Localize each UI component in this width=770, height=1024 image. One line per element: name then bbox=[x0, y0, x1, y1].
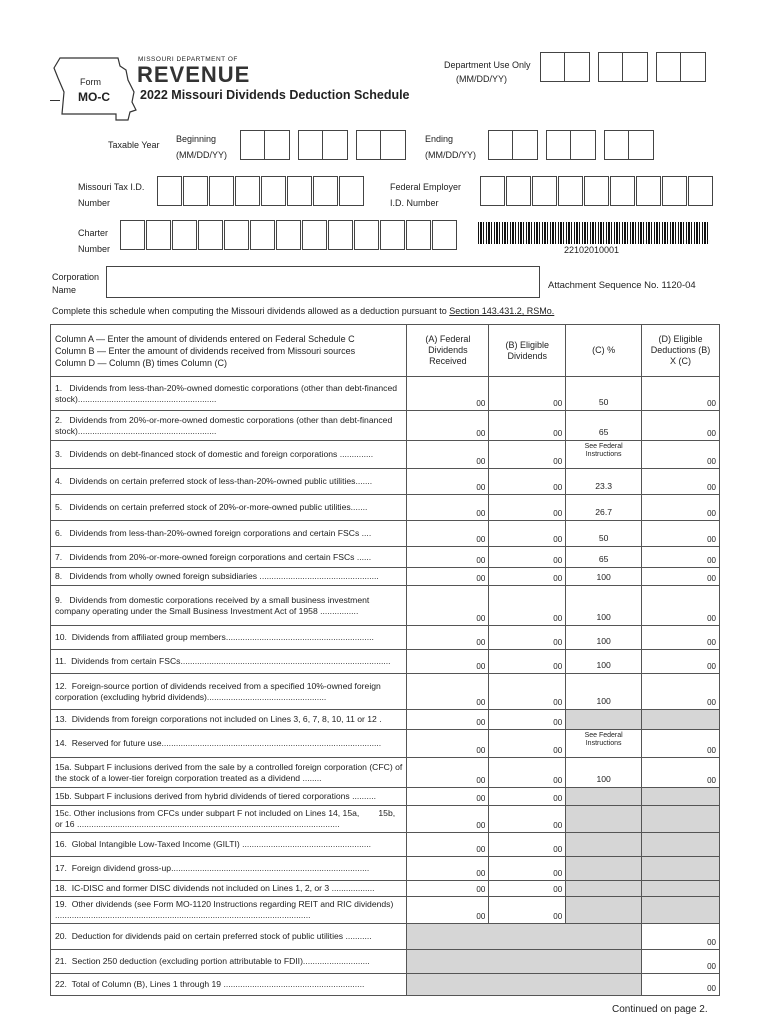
column-d-shaded bbox=[642, 710, 720, 730]
column-d-amount[interactable]: 00 bbox=[642, 758, 720, 788]
column-c-shaded bbox=[566, 857, 642, 881]
column-a-amount[interactable]: 00 bbox=[407, 469, 489, 495]
instructions-text: Complete this schedule when computing the Missouri dividends allowed as a deduction pursuant to bbox=[52, 306, 450, 316]
revenue-logo: REVENUE bbox=[137, 62, 251, 87]
table-row bbox=[51, 924, 720, 950]
column-a-amount[interactable]: 00 bbox=[407, 674, 489, 710]
line-description: 20. Deduction for dividends paid on certain preferred stock of public utilities ........... bbox=[51, 924, 407, 950]
column-a-amount[interactable]: 00 bbox=[407, 547, 489, 568]
table-row bbox=[51, 950, 720, 974]
line-description: 11. Dividends from certain FSCs........................................................................................ bbox=[51, 650, 407, 674]
line-description: 15b. Subpart F inclusions derived from hybrid dividends of tiered corporations .......... bbox=[51, 788, 407, 806]
line-description: 6. Dividends from less-than-20%-owned foreign corporations and certain FSCs .... bbox=[51, 521, 407, 547]
beginning-date-boxes[interactable] bbox=[240, 130, 414, 160]
table-row bbox=[51, 974, 720, 996]
line-description: 2. Dividends from 20%-or-more-owned domestic corporations (other than debt-financed stock).......................................................... bbox=[51, 411, 407, 441]
charter-label-2: Number bbox=[78, 244, 111, 254]
instructions bbox=[52, 306, 554, 316]
column-c-shaded bbox=[566, 897, 642, 924]
column-a-amount[interactable]: 00 bbox=[407, 857, 489, 881]
table-row bbox=[51, 788, 720, 806]
column-d-desc: Column D — Column (B) times Column (C) bbox=[55, 357, 228, 368]
column-a-amount[interactable]: 00 bbox=[407, 441, 489, 469]
column-c-percent: 100 bbox=[566, 568, 642, 586]
column-b-amount[interactable]: 00 bbox=[489, 547, 566, 568]
column-d-amount[interactable]: 00 bbox=[642, 411, 720, 441]
table-row bbox=[51, 586, 720, 626]
column-a-amount[interactable]: 00 bbox=[407, 833, 489, 857]
line-description: 22. Total of Column (B), Lines 1 through 19 ........................................................... bbox=[51, 974, 407, 996]
column-b-amount[interactable]: 00 bbox=[489, 586, 566, 626]
missouri-state-outline-icon bbox=[48, 52, 140, 124]
column-a-header: (A) Federal Dividends Received bbox=[407, 325, 489, 377]
column-a-amount[interactable]: 00 bbox=[407, 788, 489, 806]
shaded-area bbox=[407, 950, 642, 974]
column-b-amount[interactable]: 00 bbox=[489, 833, 566, 857]
line-description: 18. IC-DISC and former DISC dividends not included on Lines 1, 2, or 3 .................. bbox=[51, 881, 407, 897]
fein-label: Federal Employer bbox=[390, 182, 462, 192]
beginning-label: Beginning bbox=[176, 134, 217, 144]
column-b-amount[interactable]: 00 bbox=[489, 441, 566, 469]
table-row bbox=[51, 411, 720, 441]
table-row bbox=[51, 730, 720, 758]
column-b-amount[interactable]: 00 bbox=[489, 758, 566, 788]
table-row bbox=[51, 469, 720, 495]
column-b-amount[interactable]: 00 bbox=[489, 626, 566, 650]
line-description: 21. Section 250 deduction (excluding portion attributable to FDII)............................ bbox=[51, 950, 407, 974]
table-row bbox=[51, 626, 720, 650]
dept-use-only-label: Department Use Only bbox=[444, 60, 531, 70]
column-d-amount[interactable]: 00 bbox=[642, 950, 720, 974]
column-b-desc: Column B — Enter the amount of dividends received from Missouri sources bbox=[55, 345, 356, 356]
form-label: Form bbox=[80, 77, 101, 87]
column-b-amount[interactable]: 00 bbox=[489, 881, 566, 897]
column-a-amount[interactable]: 00 bbox=[407, 411, 489, 441]
line-description: 17. Foreign dividend gross-up................................................................................... bbox=[51, 857, 407, 881]
column-descriptions bbox=[51, 325, 407, 377]
line-description: 15a. Subpart F inclusions derived from the sale by a controlled foreign corporation (CFC) of the stock of a lower-tier foreign corporation treated as a dividend ........ bbox=[51, 758, 407, 788]
table-row bbox=[51, 547, 720, 568]
table-row bbox=[51, 857, 720, 881]
table-row bbox=[51, 377, 720, 411]
column-a-amount[interactable]: 00 bbox=[407, 650, 489, 674]
dividends-schedule-table bbox=[50, 324, 720, 996]
column-b-amount[interactable]: 00 bbox=[489, 788, 566, 806]
department-small-text: MISSOURI DEPARTMENT OF bbox=[138, 56, 238, 63]
corp-name-input[interactable] bbox=[106, 266, 540, 298]
column-a-amount[interactable]: 00 bbox=[407, 586, 489, 626]
table-row bbox=[51, 758, 720, 788]
ending-format: (MM/DD/YY) bbox=[425, 150, 476, 160]
form-number: MO-C bbox=[78, 90, 110, 104]
table-row bbox=[51, 674, 720, 710]
table-row bbox=[51, 710, 720, 730]
line-description: 16. Global Intangible Low-Taxed Income (GILTI) ...................................................... bbox=[51, 833, 407, 857]
column-d-amount[interactable]: 00 bbox=[642, 674, 720, 710]
column-c-percent: 50 bbox=[566, 377, 642, 411]
column-b-amount[interactable]: 00 bbox=[489, 674, 566, 710]
shaded-area bbox=[407, 924, 642, 950]
table-row bbox=[51, 521, 720, 547]
corp-name-label-2: Name bbox=[52, 285, 77, 295]
column-a-amount[interactable]: 00 bbox=[407, 626, 489, 650]
mo-tax-id-label-2: Number bbox=[78, 198, 111, 208]
column-d-amount[interactable]: 00 bbox=[642, 495, 720, 521]
column-d-amount[interactable]: 00 bbox=[642, 568, 720, 586]
column-c-shaded bbox=[566, 833, 642, 857]
barcode-number: 22102010001 bbox=[564, 245, 620, 255]
column-c-percent: 100 bbox=[566, 586, 642, 626]
column-d-amount[interactable]: 00 bbox=[642, 547, 720, 568]
line-description: 13. Dividends from foreign corporations not included on Lines 3, 6, 7, 8, 10, 11 or 12 . bbox=[51, 710, 407, 730]
line-description: 10. Dividends from affiliated group members.............................................................. bbox=[51, 626, 407, 650]
line-description: 4. Dividends on certain preferred stock of less-than-20%-owned public utilities....... bbox=[51, 469, 407, 495]
dept-use-date-boxes[interactable] bbox=[540, 52, 714, 82]
column-c-percent: 50 bbox=[566, 521, 642, 547]
table-row bbox=[51, 881, 720, 897]
statute-link[interactable]: Section 143.431.2, RSMo. bbox=[449, 306, 555, 316]
table-header-row bbox=[51, 325, 720, 377]
column-c-shaded bbox=[566, 710, 642, 730]
line-description: 1. Dividends from less-than-20%-owned domestic corporations (other than debt-financed stock).......................................................... bbox=[51, 377, 407, 411]
column-d-amount[interactable]: 00 bbox=[642, 521, 720, 547]
line-description: 14. Reserved for future use............................................................................................ bbox=[51, 730, 407, 758]
column-a-amount[interactable]: 00 bbox=[407, 568, 489, 586]
table-row bbox=[51, 806, 720, 833]
column-a-amount[interactable]: 00 bbox=[407, 881, 489, 897]
column-d-amount[interactable]: 00 bbox=[642, 441, 720, 469]
continued-note: Continued on page 2. bbox=[612, 1004, 708, 1015]
mo-tax-id-boxes[interactable] bbox=[157, 176, 365, 206]
column-b-amount[interactable]: 00 bbox=[489, 710, 566, 730]
column-d-shaded bbox=[642, 881, 720, 897]
column-d-shaded bbox=[642, 833, 720, 857]
column-a-amount[interactable]: 00 bbox=[407, 521, 489, 547]
line-description: 9. Dividends from domestic corporations received by a small business investment company operating under the Small Business Investment Act of 1958 ................ bbox=[51, 586, 407, 626]
fein-label-2: I.D. Number bbox=[390, 198, 439, 208]
column-c-percent: 23.3 bbox=[566, 469, 642, 495]
column-d-amount[interactable]: 00 bbox=[642, 924, 720, 950]
line-description: 12. Foreign-source portion of dividends received from a specified 10%-owned foreign corporation (excluding hybrid dividends).................................................. bbox=[51, 674, 407, 710]
column-c-shaded bbox=[566, 881, 642, 897]
column-c-percent: 100 bbox=[566, 674, 642, 710]
line-description: 15c. Other inclusions from CFCs under subpart F not included on Lines 14, 15a, 15b, or 16 .............................................................................................................. bbox=[51, 806, 407, 833]
dept-use-only-format: (MM/DD/YY) bbox=[456, 74, 507, 84]
column-b-amount[interactable]: 00 bbox=[489, 806, 566, 833]
shaded-area bbox=[407, 974, 642, 996]
mo-tax-id-label: Missouri Tax I.D. bbox=[78, 182, 145, 192]
column-d-header: (D) Eligible Deductions (B) X (C) bbox=[642, 325, 720, 377]
column-a-amount[interactable]: 00 bbox=[407, 377, 489, 411]
table-row bbox=[51, 568, 720, 586]
column-b-amount[interactable]: 00 bbox=[489, 730, 566, 758]
column-d-amount[interactable]: 00 bbox=[642, 626, 720, 650]
column-a-amount[interactable]: 00 bbox=[407, 758, 489, 788]
column-d-amount[interactable]: 00 bbox=[642, 730, 720, 758]
column-d-amount[interactable]: 00 bbox=[642, 650, 720, 674]
column-d-shaded bbox=[642, 857, 720, 881]
column-c-header: (C) % bbox=[566, 325, 642, 377]
barcode bbox=[478, 222, 710, 244]
column-c-shaded bbox=[566, 788, 642, 806]
fein-boxes[interactable] bbox=[480, 176, 714, 206]
column-a-desc: Column A — Enter the amount of dividends entered on Federal Schedule C bbox=[55, 333, 355, 344]
line-description: 8. Dividends from wholly owned foreign subsidiaries .................................................. bbox=[51, 568, 407, 586]
column-d-amount[interactable]: 00 bbox=[642, 586, 720, 626]
charter-boxes[interactable] bbox=[120, 220, 458, 250]
column-b-amount[interactable]: 00 bbox=[489, 897, 566, 924]
column-a-amount[interactable]: 00 bbox=[407, 806, 489, 833]
column-b-header: (B) Eligible Dividends bbox=[489, 325, 566, 377]
column-b-amount[interactable]: 00 bbox=[489, 377, 566, 411]
column-a-amount[interactable]: 00 bbox=[407, 897, 489, 924]
table-row bbox=[51, 650, 720, 674]
corp-name-label: Corporation bbox=[52, 272, 100, 282]
column-b-amount[interactable]: 00 bbox=[489, 650, 566, 674]
column-c-percent: 100 bbox=[566, 758, 642, 788]
column-a-amount[interactable]: 00 bbox=[407, 710, 489, 730]
column-b-amount[interactable]: 00 bbox=[489, 857, 566, 881]
column-d-amount[interactable]: 00 bbox=[642, 377, 720, 411]
beginning-format: (MM/DD/YY) bbox=[176, 150, 227, 160]
column-c-percent: See Federal Instructions bbox=[566, 441, 642, 469]
column-d-shaded bbox=[642, 806, 720, 833]
column-b-amount[interactable]: 00 bbox=[489, 411, 566, 441]
column-c-shaded bbox=[566, 806, 642, 833]
table-row bbox=[51, 441, 720, 469]
column-c-percent: 65 bbox=[566, 547, 642, 568]
form-title: 2022 Missouri Dividends Deduction Schedule bbox=[140, 88, 410, 102]
taxable-year-label: Taxable Year bbox=[108, 140, 160, 150]
table-row bbox=[51, 897, 720, 924]
column-c-percent: 100 bbox=[566, 650, 642, 674]
column-c-percent: 100 bbox=[566, 626, 642, 650]
column-d-shaded bbox=[642, 788, 720, 806]
column-c-percent: 65 bbox=[566, 411, 642, 441]
column-c-percent: See Federal Instructions bbox=[566, 730, 642, 758]
line-description: 7. Dividends from 20%-or-more-owned foreign corporations and certain FSCs ...... bbox=[51, 547, 407, 568]
attachment-sequence: Attachment Sequence No. 1120-04 bbox=[548, 280, 696, 291]
column-b-amount[interactable]: 00 bbox=[489, 469, 566, 495]
column-d-shaded bbox=[642, 897, 720, 924]
column-d-amount[interactable]: 00 bbox=[642, 469, 720, 495]
line-description: 5. Dividends on certain preferred stock of 20%-or-more-owned public utilities....... bbox=[51, 495, 407, 521]
column-b-amount[interactable]: 00 bbox=[489, 495, 566, 521]
header-tick bbox=[50, 100, 60, 101]
line-description: 3. Dividends on debt-financed stock of domestic and foreign corporations .............. bbox=[51, 441, 407, 469]
column-a-amount[interactable]: 00 bbox=[407, 730, 489, 758]
ending-date-boxes[interactable] bbox=[488, 130, 662, 160]
column-b-amount[interactable]: 00 bbox=[489, 568, 566, 586]
column-d-amount[interactable]: 00 bbox=[642, 974, 720, 996]
table-row bbox=[51, 495, 720, 521]
charter-label: Charter bbox=[78, 228, 109, 238]
column-c-percent: 26.7 bbox=[566, 495, 642, 521]
column-a-amount[interactable]: 00 bbox=[407, 495, 489, 521]
table-row bbox=[51, 833, 720, 857]
line-description: 19. Other dividends (see Form MO-1120 Instructions regarding REIT and RIC dividends) ........................................................................................................... bbox=[51, 897, 407, 924]
ending-label: Ending bbox=[425, 134, 454, 144]
column-b-amount[interactable]: 00 bbox=[489, 521, 566, 547]
